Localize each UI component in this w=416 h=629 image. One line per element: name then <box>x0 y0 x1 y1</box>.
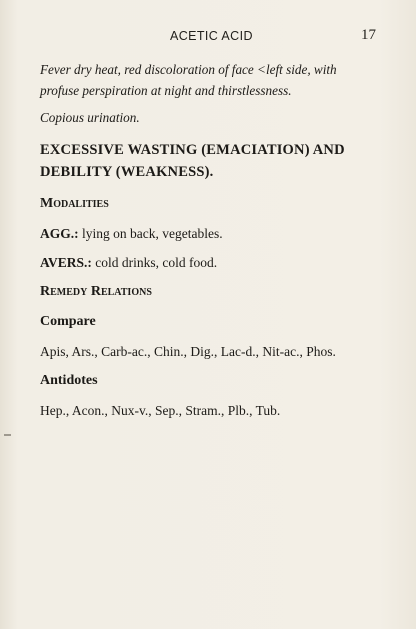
avers-label: AVERS.: <box>40 254 92 270</box>
margin-mark <box>4 434 11 436</box>
compare-heading: Compare <box>40 313 96 329</box>
page-header <box>40 26 376 46</box>
antidotes-paragraph: Hep., Acon., Nux-v., Sep., Stram., Plb., Tub. <box>40 402 281 418</box>
antidotes-heading: Antidotes <box>40 372 98 388</box>
page-number: 17 <box>361 27 376 43</box>
page-content <box>40 60 376 430</box>
intro-paragraph: Fever dry heat, red discoloration of face <left side, with profuse perspiration at night and thirstlessness. <box>40 62 337 98</box>
agg-label: AGG.: <box>40 225 79 241</box>
intro-paragraph-2: Copious urination. <box>40 110 140 125</box>
compare-paragraph: Apis, Ars., Carb-ac., Chin., Dig., Lac-d., Nit-ac., Phos. <box>40 343 336 359</box>
running-head: ACETIC ACID <box>170 29 253 43</box>
avers-text: cold drinks, cold food. <box>91 254 218 270</box>
main-heading: EXCESSIVE WASTING (EMACIATION) AND DEBILITY (WEAKNESS). <box>40 141 345 180</box>
agg-text: lying on back, vegetables. <box>78 225 223 241</box>
avers-paragraph <box>40 253 376 273</box>
agg-paragraph <box>40 224 376 244</box>
remedy-relations-heading: Remedy Relations <box>40 283 152 299</box>
modalities-heading: Modalities <box>40 195 109 211</box>
